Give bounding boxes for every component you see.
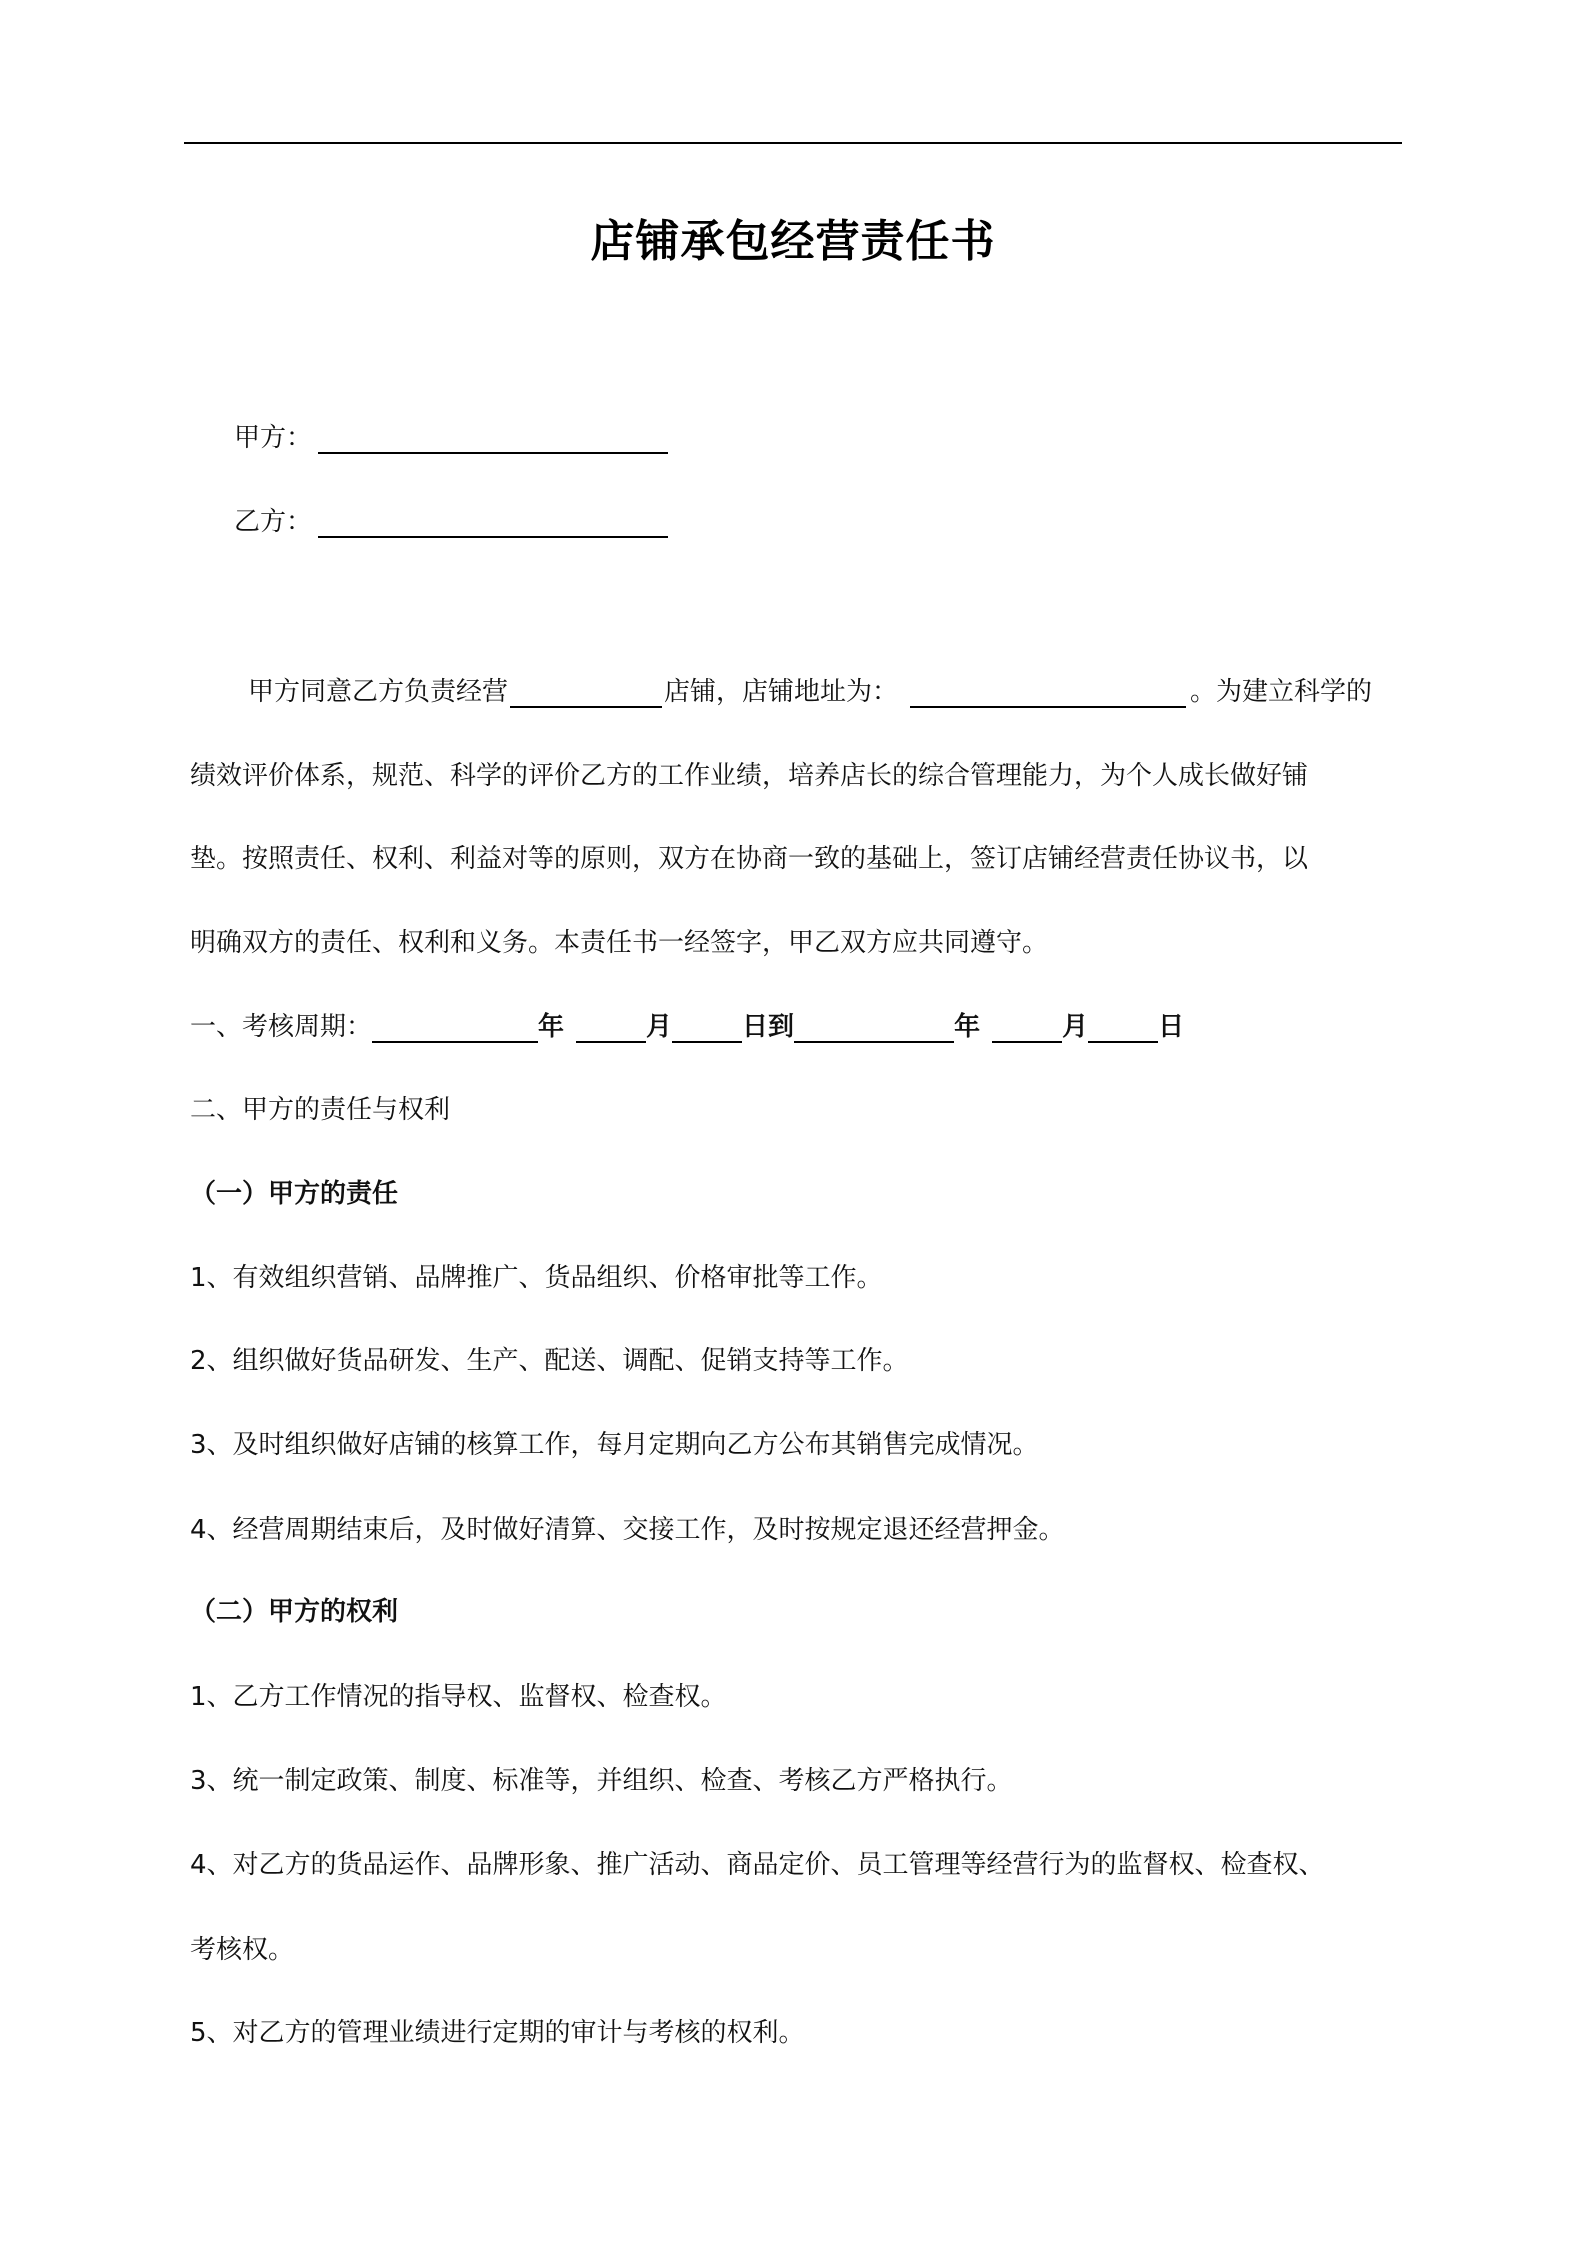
store-address-field[interactable] <box>910 672 1186 708</box>
party-a-field[interactable] <box>318 418 668 454</box>
end-month-label: 月 <box>1062 1012 1089 1042</box>
intro-text-3: 。为建立科学的 <box>1190 677 1373 707</box>
end-day-label: 日 <box>1158 1012 1185 1042</box>
start-year-field[interactable] <box>372 1007 538 1043</box>
right-item: 3、统一制定政策、制度、标准等，并组织、检查、考核乙方严格执行。 <box>190 1766 1013 1796</box>
responsibility-item: 2、组织做好货品研发、生产、配送、调配、促销支持等工作。 <box>190 1346 909 1376</box>
start-month-field[interactable] <box>576 1007 646 1043</box>
responsibility-item: 3、及时组织做好店铺的核算工作，每月定期向乙方公布其销售完成情况。 <box>190 1430 1039 1460</box>
start-day-field[interactable] <box>672 1007 742 1043</box>
right-item: 4、对乙方的货品运作、品牌形象、推广活动、商品定价、员工管理等经营行为的监督权、检查权、 <box>190 1850 1325 1880</box>
responsibility-item: 1、有效组织营销、品牌推广、货品组织、价格审批等工作。 <box>190 1263 883 1293</box>
intro-text-2: 店铺，店铺地址为： <box>664 677 899 707</box>
intro-line-2: 绩效评价体系，规范、科学的评价乙方的工作业绩，培养店长的综合管理能力，为个人成长做好铺 <box>190 761 1309 791</box>
start-month-label: 月 <box>646 1012 673 1042</box>
right-item-continuation: 考核权。 <box>190 1935 295 1965</box>
right-item: 5、对乙方的管理业绩进行定期的审计与考核的权利。 <box>190 2018 805 2048</box>
assessment-period-row <box>190 1007 1184 1047</box>
store-name-field[interactable] <box>510 672 662 708</box>
intro-line-4: 明确双方的责任、权利和义务。本责任书一经签字，甲乙双方应共同遵守。 <box>190 928 1049 958</box>
end-day-field[interactable] <box>1088 1007 1158 1043</box>
party-b-field[interactable] <box>318 502 668 538</box>
party-a-label: 甲方： <box>234 423 313 453</box>
end-year-field[interactable] <box>794 1007 954 1043</box>
end-month-field[interactable] <box>992 1007 1062 1043</box>
right-item: 1、乙方工作情况的指导权、监督权、检查权。 <box>190 1682 727 1712</box>
subsection-rights-heading: （二）甲方的权利 <box>190 1597 399 1627</box>
intro-line-3: 垫。按照责任、权利、利益对等的原则，双方在协商一致的基础上，签订店铺经营责任协议书，以 <box>190 844 1309 874</box>
intro-line-1 <box>248 672 1372 712</box>
end-year-label: 年 <box>954 1012 981 1042</box>
period-label: 一、考核周期： <box>190 1012 373 1042</box>
responsibility-item: 4、经营周期结束后，及时做好清算、交接工作，及时按规定退还经营押金。 <box>190 1515 1065 1545</box>
document-title: 店铺承包经营责任书 <box>590 216 996 267</box>
party-a-row <box>234 418 668 458</box>
section-2-heading: 二、甲方的责任与权利 <box>190 1095 451 1125</box>
intro-text-1: 甲方同意乙方负责经营 <box>248 677 509 707</box>
day-to-label: 日到 <box>742 1012 795 1042</box>
party-b-row <box>234 502 668 542</box>
subsection-responsibilities-heading: （一）甲方的责任 <box>190 1179 399 1209</box>
header-rule <box>184 142 1402 144</box>
party-b-label: 乙方： <box>234 507 313 537</box>
start-year-label: 年 <box>538 1012 565 1042</box>
